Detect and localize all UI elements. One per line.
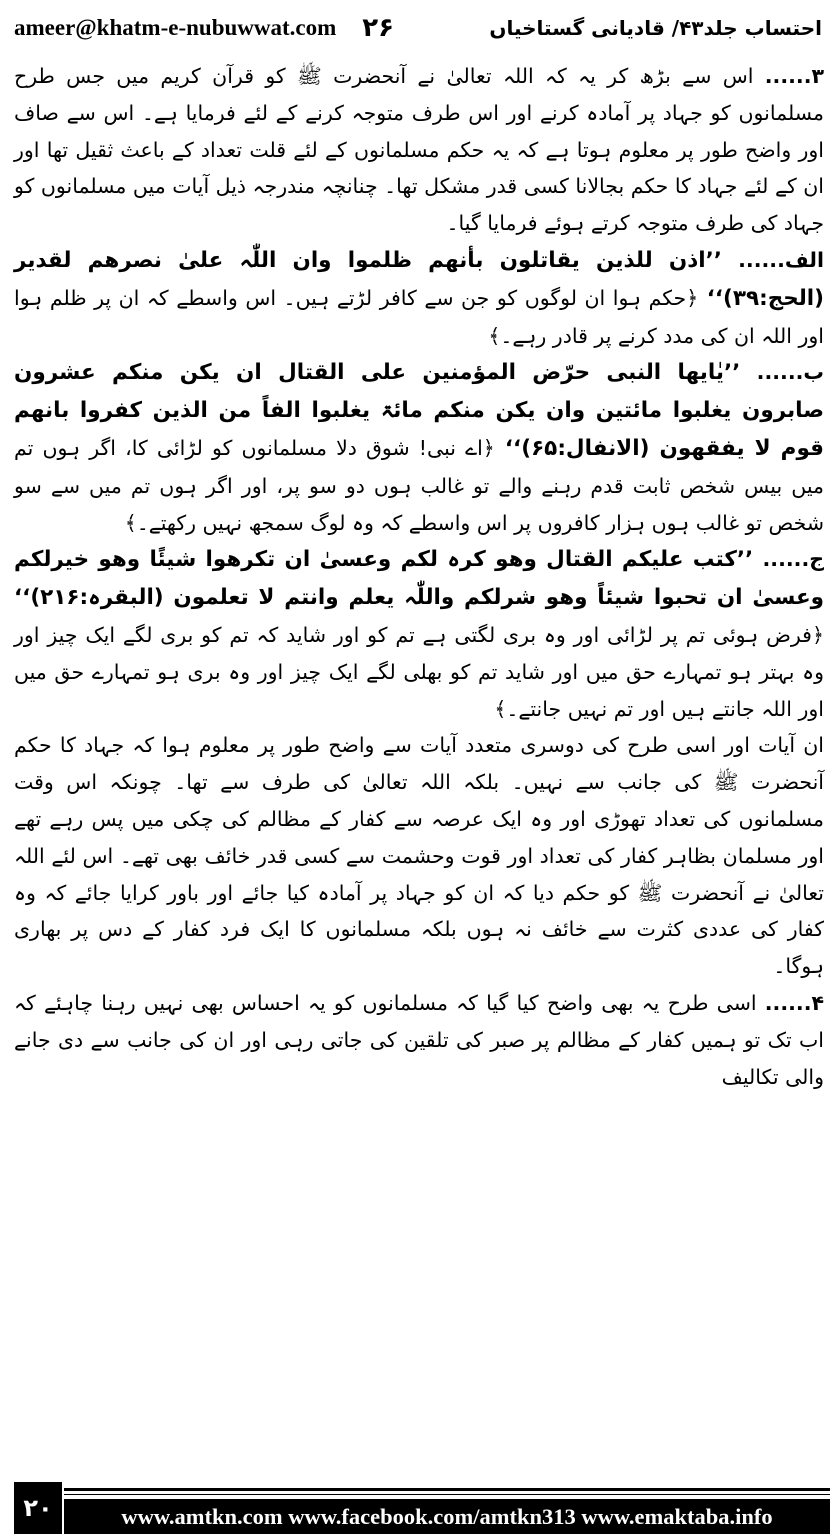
paragraph-summary: [14, 727, 824, 985]
paragraph-label: ب......: [756, 360, 824, 385]
page-body: [14, 58, 824, 1095]
paragraph-text: ان آیات اور اسی طرح کی دوسری متعدد آیات سے واضح طور پر معلوم ہوا کہ جہاد کا حکم آنحضرت ﷺ کی جانب سے نہیں۔ بلکہ اللہ تعالیٰ کی طرف سے تھا۔ چونکہ اس وقت مسلمانوں کی تعداد تھوڑی اور وہ ایک عرصہ سے کفار کے مظالم کی چکی میں پس رہے تھے اور مسلمان بظاہر کفار کی تعداد اور قوت وحشمت سے کسی قدر خائف بھی تھے۔ اس لئے اللہ تعالیٰ نے آنحضرت ﷺ کو حکم دیا کہ ان کو جہاد پر آمادہ کیا جائے اور باور کرایا جائے کہ وہ کفار کی عددی کثرت سے خائف نہ ہوں بلکہ مسلمانوں کا ایک فرد کفار کے دس پر بھاری ہوگا۔: [14, 733, 824, 979]
page-header: [14, 8, 822, 48]
translation-text: ﴿اے نبی! شوق دلا مسلمانوں کو لڑائی کا، اگر ہوں تم میں بیس شخص ثابت قدم رہنے والے تو غالب ہوں دو سو پر، اور اگر ہوں تم میں سے سو شخص تو غالب ہوں ہزار کافروں پر اس واسطے کہ وہ لوگ سمجھ نہیں رکھتے۔﴾: [14, 435, 824, 535]
paragraph-text: اس سے بڑھ کر یہ کہ اللہ تعالیٰ نے آنحضرت ﷺ کو قرآن کریم میں جس طرح مسلمانوں کو جہاد پر آمادہ کرنے اور اس طرف متوجہ کرنے کے لئے فرمایا ہے۔ اس سے صاف اور واضح طور پر معلوم ہوتا ہے کہ یہ حکم مسلمانوں کے لئے قلت تعداد کے باعث ثقیل تھا اور ان کے لئے جہاد کا حکم بجالانا کسی قدر مشکل تھا۔ چنانچہ مندرجہ ذیل آیات میں مسلمانوں کو جہاد کی طرف متوجہ کرتے ہوئے فرمایا گیا۔: [14, 64, 824, 236]
footer-links: www.amtkn.com www.facebook.com/amtkn313 www.emaktaba.info: [64, 1499, 830, 1534]
paragraph-3: [14, 58, 824, 242]
header-book-title: احتساب جلد۴۳/ قادیانی گستاخیاں: [489, 16, 822, 40]
arabic-verse: ’’اذن للذین یقاتلون بأنھم ظلموا وان اللّٰہ علیٰ نصرھم لقدیر (الحج:۳۹)‘‘: [14, 247, 824, 311]
translation-text: ﴿حکم ہوا ان لوگوں کو جن سے کافر لڑتے ہیں۔ اس واسطے کہ ان پر ظلم ہوا اور اللہ ان کی مدد کرنے پر قادر رہے۔﴾: [14, 285, 824, 348]
paragraph-alif: [14, 242, 824, 354]
footer-rule: [64, 1488, 830, 1491]
footer-rule: [64, 1494, 830, 1495]
translation-text: ﴿فرض ہوئی تم پر لڑائی اور وہ بری لگتی ہے تم کو اور شاید کہ تم کو بری لگے ایک چیز اور وہ بہتر ہو تمہارے حق میں اور شاید تم کو بھلی لگے ایک چیز اور وہ بری ہو تمہارے حق میں اور اللہ جانتے ہیں اور تم نہیں جانتے۔﴾: [14, 622, 824, 721]
paragraph-4: [14, 985, 824, 1095]
header-page-number: ۲۶: [362, 13, 395, 43]
paragraph-jeem: [14, 541, 824, 727]
paragraph-label: ۴......: [764, 990, 824, 1015]
paragraph-label: الف......: [738, 247, 824, 272]
paragraph-label: ج......: [762, 547, 824, 572]
arabic-verse: ’’کتب علیکم القتال وھو کرہ لکم وعسیٰ ان تکرھوا شیئًا وھو خیرلکم وعسیٰ ان تحبوا شیئاً وھو شرلکم واللّٰہ یعلم وانتم لا تعلمون (البقرہ:۲۱۶)‘‘: [14, 547, 824, 611]
footer-page-number: ۲۰: [14, 1482, 62, 1534]
arabic-verse: ’’یٰایھا النبی حرّض المؤمنین علی القتال ان یکن منکم عشرون صابرون یغلبوا مائتین وان یکن منکم مائۃ یغلبوا الفاً من الذین کفروا بانھم قوم لا یفقھون (الانفال:۶۵)‘‘: [14, 360, 824, 461]
paragraph-text: اسی طرح یہ بھی واضح کیا گیا کہ مسلمانوں کو یہ احساس بھی نہیں رہنا چاہئے کہ اب تک تو ہمیں کفار کے مظالم پر صبر کی تلقین کی جاتی رہی اور ان کی جانب سے دی جانے والی تکالیف: [14, 990, 824, 1089]
page-footer: [14, 1482, 830, 1534]
paragraph-be: [14, 354, 824, 541]
paragraph-label: ۳......: [764, 64, 824, 88]
header-email: ameer@khatm-e-nubuwwat.com: [14, 15, 337, 40]
